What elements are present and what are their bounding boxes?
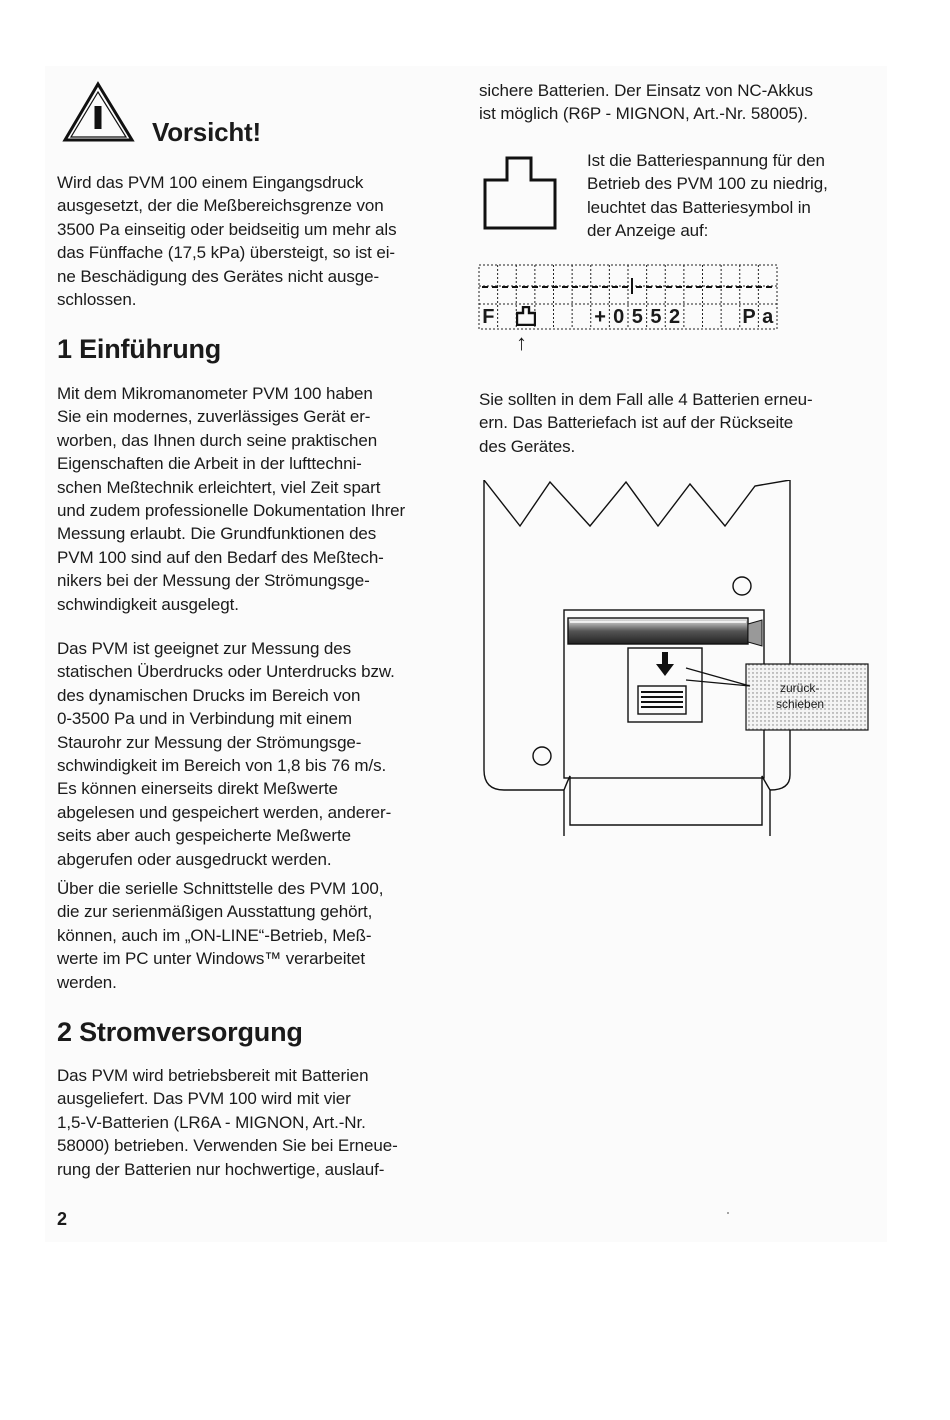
scan-speck [727, 1212, 729, 1214]
callout-zurueckschieben: zurück- schieben [776, 681, 825, 711]
einfuehrung-paragraph-1: Mit dem Mikromanometer PVM 100 haben Sie ein modernes, zuverlässiges Gerät er- worben, das Ihnen durch seine praktischen Eigenschaften die Arbeit in der lufttechni- schen Meßtechnik erleichtert, viel Zeit spart und zudem professionelle Dokumentation Ihrer Messung erlaubt. Die Grundfunktionen des PVM 100 sind auf den Bedarf des Meßtech- nikers bei der Messung der Strömungsge- schwindigkeit ausgelegt. [57, 384, 406, 614]
lcd-cell: + [594, 306, 606, 328]
section-heading-einfuehrung: 1 Einführung [57, 334, 222, 364]
lcd-cell: 0 [613, 306, 625, 328]
einfuehrung-paragraph-2: Das PVM ist geeignet zur Messung des statischen Überdrucks oder Unterdrucks bzw. des dynamischen Drucks im Bereich von 0-3500 Pa und in Verbindung mit einem Staurohr zur Messung der Strömungsge- schwindigkeit im Bereich von 1,8 bis 76 m/s. Es können einerseits direkt Meßwerte abgelesen und gespeichert werden, anderer- seits aber auch gespeicherte Meßwerte abgerufen oder ausgedruckt werden. [57, 639, 395, 869]
lcd-cell [535, 305, 554, 329]
lcd-cell [498, 305, 517, 329]
section-heading-stromversorgung: 2 Stromversorgung [57, 1017, 303, 1047]
page-number: 2 [57, 1209, 68, 1229]
battery-replace-text: Sie sollten in dem Fall alle 4 Batterien erneu- ern. Das Batteriefach ist auf der Rückseite des Gerätes. [479, 390, 813, 456]
einfuehrung-paragraph-3: Über die serielle Schnittstelle des PVM 100, die zur serienmäßigen Ausstattung gehört, können, auch im „ON-LINE“-Betrieb, Meß- werte im PC unter Windows™ verarbeitet werden. [57, 879, 384, 992]
lcd-cell [721, 305, 740, 329]
warning-text: Wird das PVM 100 einem Eingangsdruck ausgesetzt, der die Meßbereichsgrenze von 3500 Pa einseitig oder beidseitig um mehr als das Fünffache (17,5 kPa) übersteigt, so ist ei- ne Beschädigung des Gerätes nicht ausge- schlossen. [57, 173, 397, 310]
lcd-cell [684, 305, 703, 329]
lcd-cell [554, 305, 573, 329]
lcd-cell: F [482, 306, 495, 328]
lcd-cell [572, 305, 591, 329]
lcd-cell: P [742, 306, 756, 328]
lcd-battery-icon [516, 306, 536, 326]
warning-triangle-icon [60, 80, 140, 144]
lcd-pointer-arrow: ↑ [516, 330, 527, 355]
lcd-cell: a [762, 306, 774, 328]
lcd-cell: 5 [631, 306, 643, 328]
battery-low-text: Ist die Batteriespannung für den Betrieb des PVM 100 zu niedrig, leuchtet das Batteriesymbol in der Anzeige auf: [587, 151, 828, 241]
lcd-cell [703, 305, 722, 329]
warning-title: Vorsicht! [152, 117, 261, 147]
lcd-cell: 5 [650, 306, 662, 328]
battery-compartment-drawing [480, 480, 880, 840]
lcd-cell: 2 [669, 306, 681, 328]
stromversorgung-text: Das PVM wird betriebsbereit mit Batterien ausgeliefert. Das PVM 100 wird mit vier 1,5-V-Batterien (LR6A - MIGNON, Art.-Nr. 58000) betrieben. Verwenden Sie bei Erneue- rung der Batterien nur hochwertige, auslauf- [57, 1066, 398, 1179]
battery-continuation-text: sichere Batterien. Der Einsatz von NC-Akkus ist möglich (R6P - MIGNON, Art.-Nr. 58005). [479, 81, 813, 124]
battery-icon [481, 156, 559, 232]
